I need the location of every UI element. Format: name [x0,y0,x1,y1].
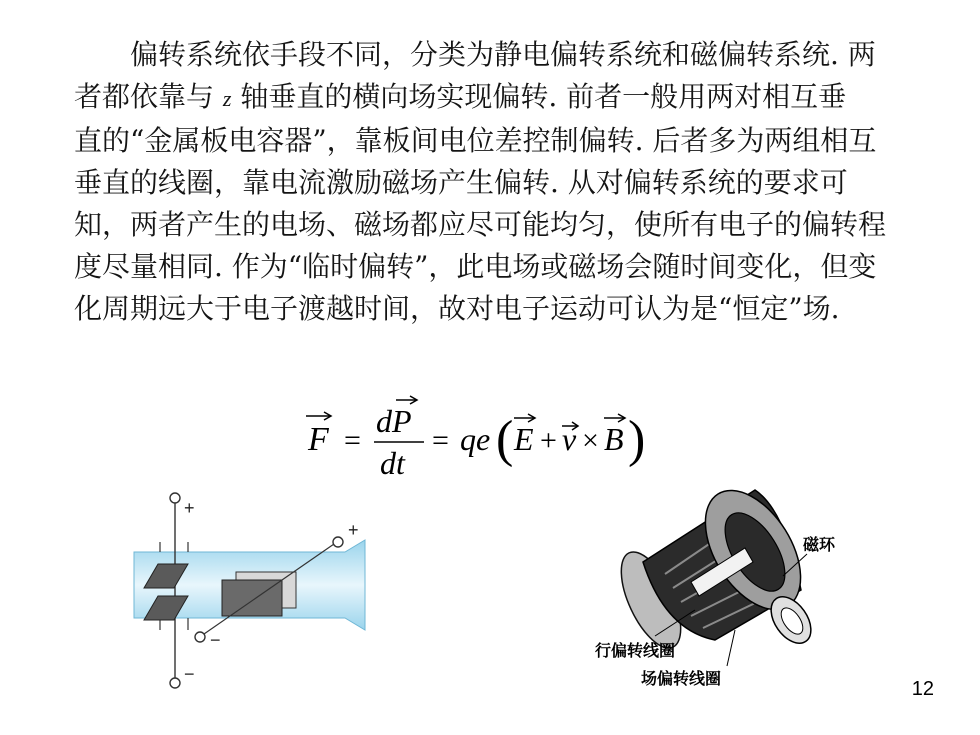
text-line-2a: 者都依靠与 [74,80,223,113]
text-line-6: 度尽量相同. 作为“临时偏转”，此电场或磁场会随时间变化，但变 [74,250,877,283]
formula-plus: + [540,424,557,457]
formula-den: dt [380,445,405,481]
bottom-minus-sign: − [184,664,195,684]
paren-left: ( [496,411,514,468]
formula-times: × [582,424,599,457]
magnetic-deflection-yoke-figure [595,470,865,700]
right-top-terminal [333,537,343,547]
label-field-deflection-coil: 场偏转线圈 [641,669,722,688]
formula-v: v [562,421,577,457]
formula-F: F [308,421,329,458]
formula-B: B [604,421,624,457]
lorentz-force-formula [300,392,660,482]
label-row-deflection-coil: 行偏转线圈 [595,641,676,660]
text-line-4: 垂直的线圈，靠电流激励磁场产生偏转. 从对偏转系统的要求可 [74,166,848,199]
formula-qe: qe [460,421,491,457]
text-line-5: 知，两者产生的电场、磁场都应尽可能均匀，使所有电子的偏转程 [74,208,887,241]
right-minus-sign: − [210,630,221,650]
text-line-7: 化周期远大于电子渡越时间，故对电子运动可认为是“恒定”场. [74,292,840,325]
formula-E: E [514,421,534,457]
text-line-2b: 轴垂直的横向场实现偏转. 前者一般用两对相互垂 [231,80,847,113]
body-paragraph [74,34,924,330]
text-line-2 [74,76,924,120]
electrostatic-deflection-diagram [120,480,380,695]
front-vertical-plate [222,580,282,616]
formula-eq1: = [344,424,361,457]
formula-num: dP [376,403,412,439]
label-magnetic-ring: 磁环 [803,535,836,554]
text-line-3: 直的“金属板电容器”，靠板间电位差控制偏转. 后者多为两组相互 [74,124,877,157]
right-bottom-terminal [195,632,205,642]
formula-eq2: = [432,424,449,457]
text-line-1: 偏转系统依手段不同，分类为静电偏转系统和磁偏转系统. 两 [130,38,876,71]
right-plus-sign: + [348,520,359,540]
paren-right: ) [628,411,646,468]
page-number: 12 [911,678,934,700]
z-axis-symbol: z [222,86,232,111]
top-terminal [170,493,180,503]
top-plus-sign: + [184,498,195,518]
field-coil-leader-line [727,630,735,666]
bottom-terminal [170,678,180,688]
